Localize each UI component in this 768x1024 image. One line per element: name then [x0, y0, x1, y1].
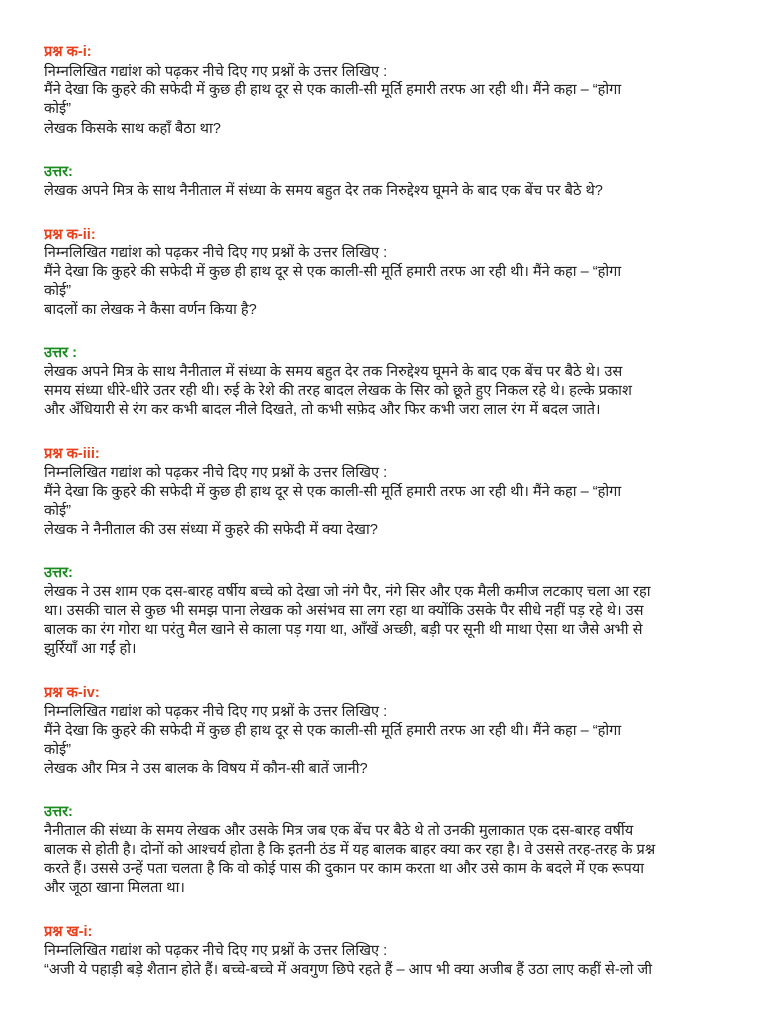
answer-heading: उत्तर :: [44, 345, 77, 361]
question-heading: प्रश्न क-ii:: [44, 227, 96, 243]
answer-line: समय संध्या धीरे-धीरे उतर रही थी। रुई के रेशे की तरह बादल लेखक के सिर को छूते हुए निकल रहे थे। हल्के प्रकाश: [44, 383, 632, 399]
answer-line: और अँधियारी से रंग कर कभी बादल नीले दिखते, तो कभी सफ़ेद और फिर कभी जरा लाल रंग में बदल जाते।: [44, 402, 601, 418]
answer-line: झुर्रियाँ आ गईं हो।: [44, 641, 137, 657]
passage-line: मैंने देखा कि कुहरे की सफेदी में कुछ ही हाथ दूर से एक काली-सी मूर्ति हमारी तरफ आ रही थी। मैंने कहा – “होगा: [44, 723, 622, 739]
answer-line: बालक का रंग गोरा था परंतु मैल खाने से काला पड़ गया था, आँखें अच्छी, बड़ी पर सूनी थी माथा ऐसा था जैसे अभी से: [44, 622, 643, 638]
answer-line: नैनीताल की संध्या के समय लेखक और उसके मित्र जब एक बेंच पर बैठे थे तो उनकी मुलाकात एक दस-बारह वर्षीय: [44, 823, 634, 839]
answer-heading: उत्तर:: [44, 164, 73, 180]
question-heading: प्रश्न ख-i:: [44, 924, 93, 940]
answer-line: लेखक अपने मित्र के साथ नैनीताल में संध्या के समय बहुत देर तक निरुद्देश्य घूमने के बाद एक बेंच पर बैठे थे?: [44, 183, 603, 199]
passage-line: कोई”: [44, 742, 72, 758]
question-heading: प्रश्न क-i:: [44, 44, 92, 60]
question-heading: प्रश्न क-iv:: [44, 685, 100, 701]
question-text: लेखक और मित्र ने उस बालक के विषय में कौन-सी बातें जानी?: [44, 761, 368, 777]
answer-heading: उत्तर:: [44, 804, 73, 820]
answer-line: और जूठा खाना मिलता था।: [44, 880, 185, 896]
question-text: बादलों का लेखक ने कैसा वर्णन किया है?: [44, 302, 257, 318]
question-instruction: निम्नलिखित गद्यांश को पढ़कर नीचे दिए गए प्रश्नों के उत्तर लिखिए :: [44, 245, 388, 261]
answer-line: बालक से होती है। दोनों को आश्चर्य होता है कि इतनी ठंड में यह बालक बाहर क्या कर रहा है। वे उससे तरह-तरह के प्रश्न: [44, 842, 656, 858]
passage-line: कोई”: [44, 503, 72, 519]
question-heading: प्रश्न क-iii:: [44, 446, 100, 462]
answer-line: लेखक अपने मित्र के साथ नैनीताल में संध्या के समय बहुत देर तक निरुद्देश्य घूमने के बाद एक बेंच पर बैठे थे। उस: [44, 364, 623, 380]
passage-line: मैंने देखा कि कुहरे की सफेदी में कुछ ही हाथ दूर से एक काली-सी मूर्ति हमारी तरफ आ रही थी। मैंने कहा – “होगा: [44, 82, 622, 98]
answer-heading: उत्तर:: [44, 565, 73, 581]
question-instruction: निम्नलिखित गद्यांश को पढ़कर नीचे दिए गए प्रश्नों के उत्तर लिखिए :: [44, 465, 388, 481]
passage-line: कोई”: [44, 283, 72, 299]
question-instruction: निम्नलिखित गद्यांश को पढ़कर नीचे दिए गए प्रश्नों के उत्तर लिखिए :: [44, 943, 388, 959]
question-text: लेखक किसके साथ कहाँ बैठा था?: [44, 121, 221, 137]
passage-line: मैंने देखा कि कुहरे की सफेदी में कुछ ही हाथ दूर से एक काली-सी मूर्ति हमारी तरफ आ रही थी। मैंने कहा – “होगा: [44, 484, 622, 500]
passage-line: “अजी ये पहाड़ी बड़े शैतान होते हैं। बच्चे-बच्चे में अवगुण छिपे रहते हैं – आप भी क्या अजीब हैं उठा लाए कहीं से-लो जी: [44, 962, 653, 978]
answer-line: करते हैं। उससे उन्हें पता चलता है कि वो कोई पास की दुकान पर काम करता था और उसे काम के बदले में एक रूपया: [44, 861, 645, 877]
question-instruction: निम्नलिखित गद्यांश को पढ़कर नीचे दिए गए प्रश्नों के उत्तर लिखिए :: [44, 64, 388, 80]
answer-line: लेखक ने उस शाम एक दस-बारह वर्षीय बच्चे को देखा जो नंगे पैर, नंगे सिर और एक मैली कमीज लटकाए चला आ रहा: [44, 584, 651, 600]
answer-line: था। उसकी चाल से कुछ भी समझ पाना लेखक को असंभव सा लग रहा था क्योंकि उसके पैर सीधे नहीं पड़ रहे थे। उस: [44, 603, 644, 619]
passage-line: मैंने देखा कि कुहरे की सफेदी में कुछ ही हाथ दूर से एक काली-सी मूर्ति हमारी तरफ आ रही थी। मैंने कहा – “होगा: [44, 264, 622, 280]
question-instruction: निम्नलिखित गद्यांश को पढ़कर नीचे दिए गए प्रश्नों के उत्तर लिखिए :: [44, 704, 388, 720]
question-text: लेखक ने नैनीताल की उस संध्या में कुहरे की सफेदी में क्या देखा?: [44, 522, 378, 538]
passage-line: कोई”: [44, 101, 72, 117]
